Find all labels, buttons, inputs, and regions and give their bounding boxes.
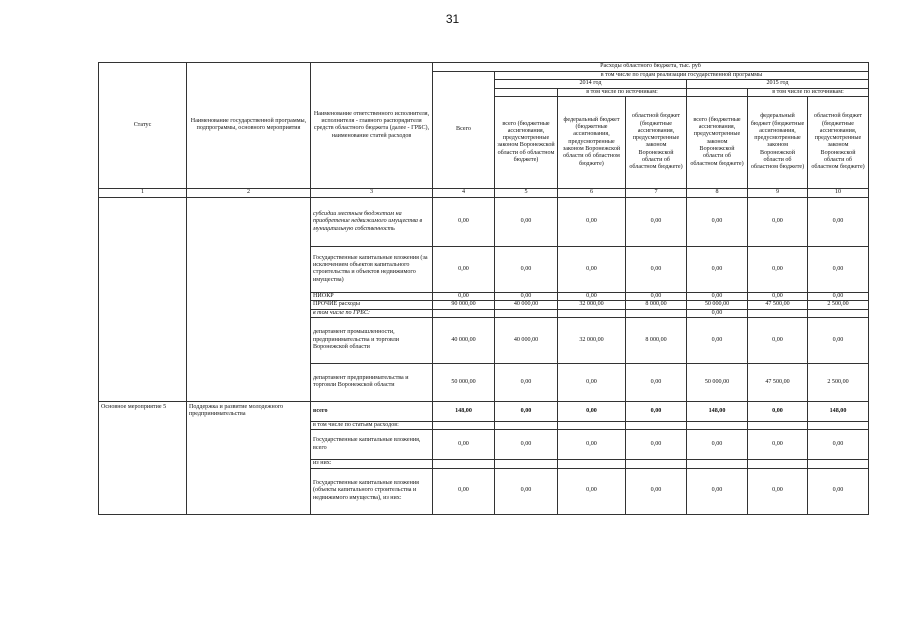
value-cell: 0,00 [558, 363, 626, 401]
row-label: Государственные капитальные вложения (объекты капитального строительства и недвижимого имущества), из них: [311, 468, 433, 514]
value-cell: 50 000,00 [433, 363, 495, 401]
value-cell: 0,00 [433, 197, 495, 246]
value-cell: 148,00 [433, 401, 495, 421]
value-cell: 0,00 [687, 317, 748, 363]
value-cell [433, 309, 495, 317]
value-cell: 0,00 [495, 197, 558, 246]
value-cell: 0,00 [626, 246, 687, 292]
row-label: в том числе по статьям расходов: [311, 421, 433, 429]
value-cell: 0,00 [558, 430, 626, 460]
budget-table [98, 62, 869, 515]
value-cell [558, 309, 626, 317]
column-number: 4 [433, 188, 495, 197]
value-cell: 148,00 [808, 401, 869, 421]
value-cell: 2 500,00 [808, 363, 869, 401]
value-cell: 0,00 [626, 401, 687, 421]
header-col-fed-2014: федеральный бюджет (бюджетные ассигнования, предусмотренные законом Воронежской области об областном бюджете) [558, 96, 626, 188]
table-row [99, 401, 869, 421]
table-row [99, 197, 869, 246]
value-cell: 50 000,00 [687, 363, 748, 401]
status-cell-empty [99, 197, 187, 401]
value-cell: 2 500,00 [808, 301, 869, 309]
row-label: в том числе по ГРБС: [311, 309, 433, 317]
value-cell [558, 460, 626, 468]
value-cell [748, 309, 808, 317]
value-cell: 47 500,00 [748, 301, 808, 309]
column-number: 3 [311, 188, 433, 197]
value-cell [433, 421, 495, 429]
value-cell: 40 000,00 [495, 317, 558, 363]
header-by-years: в том числе по годам реализации государственной программы [495, 72, 869, 80]
value-cell: 0,00 [808, 317, 869, 363]
value-cell [495, 309, 558, 317]
value-cell: 50 000,00 [687, 301, 748, 309]
column-number: 10 [808, 188, 869, 197]
value-cell [808, 460, 869, 468]
value-cell [626, 309, 687, 317]
header-col-fed-2015: федеральный бюджет (бюджетные ассигнования, предусмотренные законом Воронежской области об областном бюджете) [748, 96, 808, 188]
value-cell: 0,00 [687, 197, 748, 246]
value-cell: 0,00 [558, 246, 626, 292]
value-cell: 0,00 [433, 292, 495, 300]
row-label: департамент промышленности, предпринимательства и торговли Воронежской области [311, 317, 433, 363]
value-cell [626, 460, 687, 468]
column-number: 2 [187, 188, 311, 197]
value-cell [748, 421, 808, 429]
row-label: Государственные капитальные вложения, всего [311, 430, 433, 460]
value-cell: 0,00 [687, 292, 748, 300]
program-cell-empty [187, 197, 311, 401]
row-label: из них: [311, 460, 433, 468]
value-cell: 0,00 [748, 468, 808, 514]
value-cell: 8 000,00 [626, 301, 687, 309]
value-cell: 32 000,00 [558, 301, 626, 309]
row-label: Государственные капитальные вложения (за исключением объектов капитального строительства и объектов недвижимого имущества) [311, 246, 433, 292]
header-col-total-2015: всего (бюджетные ассигнования, предусмотренные законом Воронежской области об областном бюджете) [687, 96, 748, 188]
header-by-sources-2015: в том числе по источникам: [748, 88, 869, 96]
value-cell: 148,00 [687, 401, 748, 421]
value-cell: 0,00 [495, 292, 558, 300]
value-cell: 0,00 [558, 401, 626, 421]
row-label: ПРОЧИЕ расходы [311, 301, 433, 309]
value-cell: 0,00 [808, 430, 869, 460]
row-label: субсидии местным бюджетам на приобретение недвижимого имущества в муниципальную собственность [311, 197, 433, 246]
value-cell: 0,00 [808, 468, 869, 514]
value-cell: 0,00 [626, 363, 687, 401]
value-cell: 0,00 [626, 468, 687, 514]
value-cell: 0,00 [687, 468, 748, 514]
header-total: Всего [433, 72, 495, 189]
value-cell: 0,00 [558, 292, 626, 300]
header-program-name: Наименование государственной программы, подпрограммы, основного мероприятия [187, 63, 311, 189]
value-cell: 0,00 [433, 430, 495, 460]
value-cell [748, 460, 808, 468]
header-col-total-2014: всего (бюджетные ассигнования, предусмотренные законом Воронежской области об областном бюджете) [495, 96, 558, 188]
value-cell: 0,00 [748, 430, 808, 460]
value-cell: 0,00 [626, 197, 687, 246]
column-number: 9 [748, 188, 808, 197]
value-cell: 40 000,00 [495, 301, 558, 309]
value-cell: 0,00 [558, 197, 626, 246]
column-number: 6 [558, 188, 626, 197]
value-cell: 40 000,00 [433, 317, 495, 363]
header-expenses-title: Расходы областного бюджета, тыс. руб [433, 63, 869, 72]
value-cell [495, 460, 558, 468]
row-label: НИОКР [311, 292, 433, 300]
value-cell: 32 000,00 [558, 317, 626, 363]
value-cell: 0,00 [495, 246, 558, 292]
header-year-2014: 2014 год [495, 80, 687, 88]
column-number: 1 [99, 188, 187, 197]
value-cell: 0,00 [687, 309, 748, 317]
column-number-row [99, 188, 869, 197]
event5-status: Основное мероприятие 5 [99, 401, 187, 514]
header-col-reg-2015: областной бюджет (бюджетные ассигнования, предусмотренные законом Воронежской области об областном бюджете) [808, 96, 869, 188]
value-cell [808, 421, 869, 429]
header-year-2015: 2015 год [687, 80, 869, 88]
value-cell: 0,00 [808, 292, 869, 300]
value-cell [495, 421, 558, 429]
value-cell [687, 421, 748, 429]
value-cell: 0,00 [626, 292, 687, 300]
column-number: 5 [495, 188, 558, 197]
value-cell: 90 000,00 [433, 301, 495, 309]
value-cell: 0,00 [495, 401, 558, 421]
value-cell: 0,00 [748, 317, 808, 363]
value-cell: 47 500,00 [748, 363, 808, 401]
header-by-sources-2014: в том числе по источникам: [558, 88, 687, 96]
header-col-reg-2014: областной бюджет (бюджетные ассигнования, предусмотренные законом Воронежской области об областном бюджете) [626, 96, 687, 188]
value-cell: 0,00 [687, 430, 748, 460]
value-cell: 0,00 [626, 430, 687, 460]
header-blank-2015 [687, 88, 748, 96]
value-cell [558, 421, 626, 429]
event5-name: Поддержка и развитие молодежного предпринимательства [187, 401, 311, 514]
header-executor: Наименование ответственного исполнителя, исполнителя - главного распорядителя средств областного бюджета (далее - ГРБС), наименование статей расходов [311, 63, 433, 189]
row-label: департамент предпринимательства и торговли Воронежской области [311, 363, 433, 401]
value-cell: 0,00 [495, 430, 558, 460]
value-cell [808, 309, 869, 317]
value-cell: 0,00 [558, 468, 626, 514]
value-cell: 0,00 [433, 468, 495, 514]
value-cell: 0,00 [808, 197, 869, 246]
value-cell: 0,00 [495, 468, 558, 514]
value-cell [433, 460, 495, 468]
header-status: Статус [99, 63, 187, 189]
column-number: 7 [626, 188, 687, 197]
value-cell: 0,00 [687, 246, 748, 292]
header-blank-2014 [495, 88, 558, 96]
value-cell: 8 000,00 [626, 317, 687, 363]
row-label: всего [311, 401, 433, 421]
value-cell [626, 421, 687, 429]
column-number: 8 [687, 188, 748, 197]
value-cell: 0,00 [495, 363, 558, 401]
value-cell: 0,00 [748, 401, 808, 421]
value-cell: 0,00 [748, 246, 808, 292]
value-cell [687, 460, 748, 468]
value-cell: 0,00 [433, 246, 495, 292]
value-cell: 0,00 [808, 246, 869, 292]
value-cell: 0,00 [748, 292, 808, 300]
page-number: 31 [445, 12, 460, 26]
value-cell: 0,00 [748, 197, 808, 246]
